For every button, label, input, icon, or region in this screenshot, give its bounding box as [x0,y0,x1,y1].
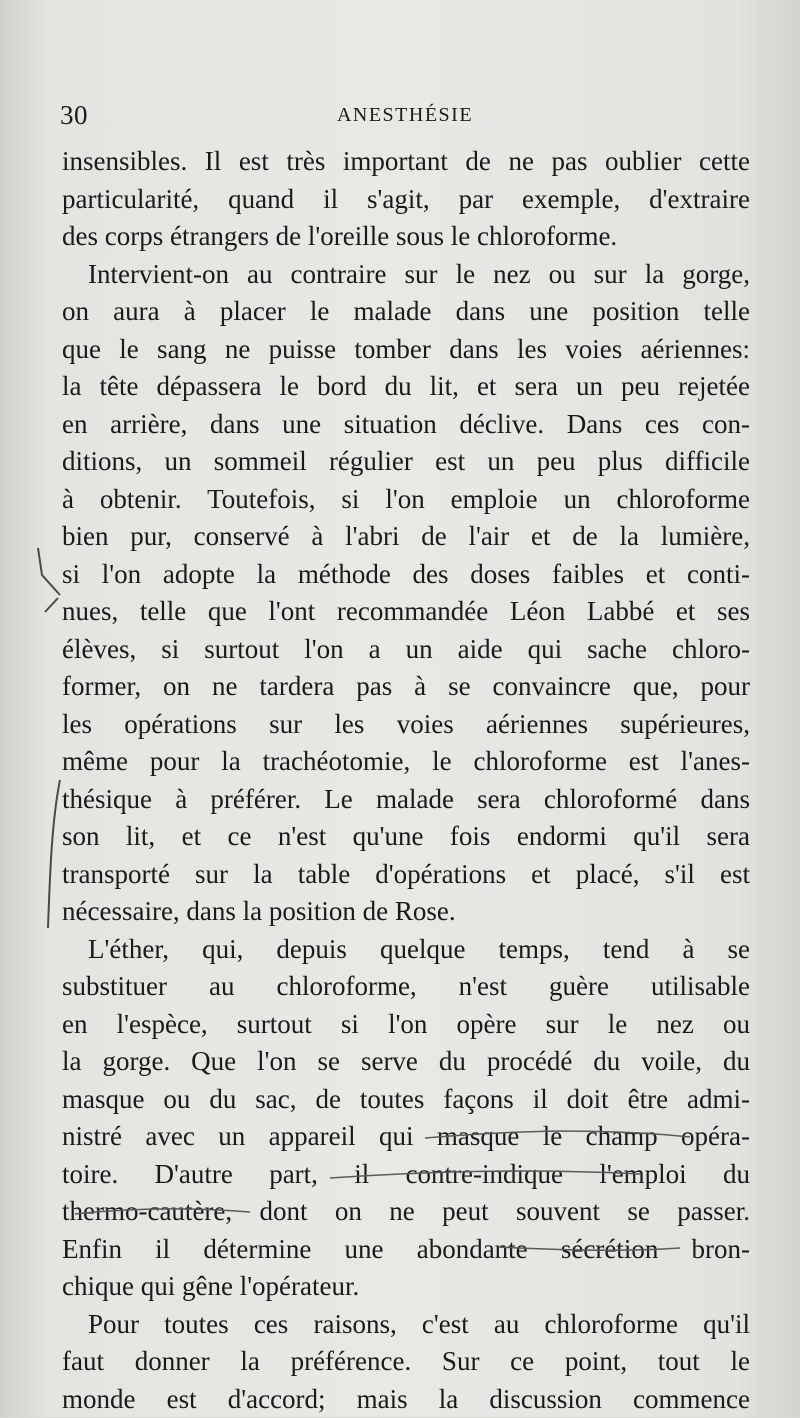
text-line: nécessaire, dans la position de Rose. [62,893,750,931]
text-line: chique qui gêne l'opérateur. [62,1268,750,1306]
text-line: thésique à préférer. Le malade sera chloroformé dans [62,781,750,819]
text-line: même pour la trachéotomie, le chloroforme est l'anes- [62,743,750,781]
page-header [60,100,750,134]
page-number: 30 [60,100,88,131]
text-line: particularité, quand il s'agit, par exemple, d'extraire [62,181,750,219]
text-line: Enfin il détermine une abondante sécrétion bron- [62,1231,750,1269]
margin-bracket-mark [38,548,60,612]
text-line: former, on ne tardera pas à se convaincre que, pour [62,668,750,706]
text-line: en l'espèce, surtout si l'on opère sur le nez ou [62,1006,750,1044]
text-line: transporté sur la table d'opérations et placé, s'il est [62,856,750,894]
text-line: masque ou du sac, de toutes façons il doit être admi- [62,1081,750,1119]
text-line: bien pur, conservé à l'abri de l'air et de la lumière, [62,518,750,556]
text-line: si l'on adopte la méthode des doses faibles et conti- [62,556,750,594]
text-line: faut donner la préférence. Sur ce point, tout le [62,1343,750,1381]
text-line: toire. D'autre part, il contre-indique l'emploi du [62,1156,750,1194]
text-line: nistré avec un appareil qui masque le champ opéra- [62,1118,750,1156]
body-text [62,143,750,1418]
text-line: on aura à placer le malade dans une position telle [62,293,750,331]
text-line: élèves, si surtout l'on a un aide qui sache chloro- [62,631,750,669]
text-line: en arrière, dans une situation déclive. Dans ces con- [62,406,750,444]
text-line: les opérations sur les voies aériennes supérieures, [62,706,750,744]
margin-line-mark [48,780,60,928]
text-line: monde est d'accord; mais la discussion commence [62,1381,750,1418]
text-line: substituer au chloroforme, n'est guère utilisable [62,968,750,1006]
text-line: L'éther, qui, depuis quelque temps, tend à se [62,931,750,969]
text-line: nues, telle que l'ont recommandée Léon Labbé et ses [62,593,750,631]
text-line: ditions, un sommeil régulier est un peu plus difficile [62,443,750,481]
text-line: à obtenir. Toutefois, si l'on emploie un chloroforme [62,481,750,519]
text-line: que le sang ne puisse tomber dans les voies aériennes: [62,331,750,369]
text-line: des corps étrangers de l'oreille sous le chloroforme. [62,218,750,256]
text-line: Intervient-on au contraire sur le nez ou sur la gorge, [62,256,750,294]
text-line: Pour toutes ces raisons, c'est au chloroforme qu'il [62,1306,750,1344]
text-line: thermo-cautère, dont on ne peut souvent se passer. [62,1193,750,1231]
text-line: insensibles. Il est très important de ne pas oublier cette [62,143,750,181]
running-title: ANESTHÉSIE [60,104,750,127]
text-line: son lit, et ce n'est qu'une fois endormi qu'il sera [62,818,750,856]
text-line: la gorge. Que l'on se serve du procédé du voile, du [62,1043,750,1081]
text-line: la tête dépassera le bord du lit, et sera un peu rejetée [62,368,750,406]
